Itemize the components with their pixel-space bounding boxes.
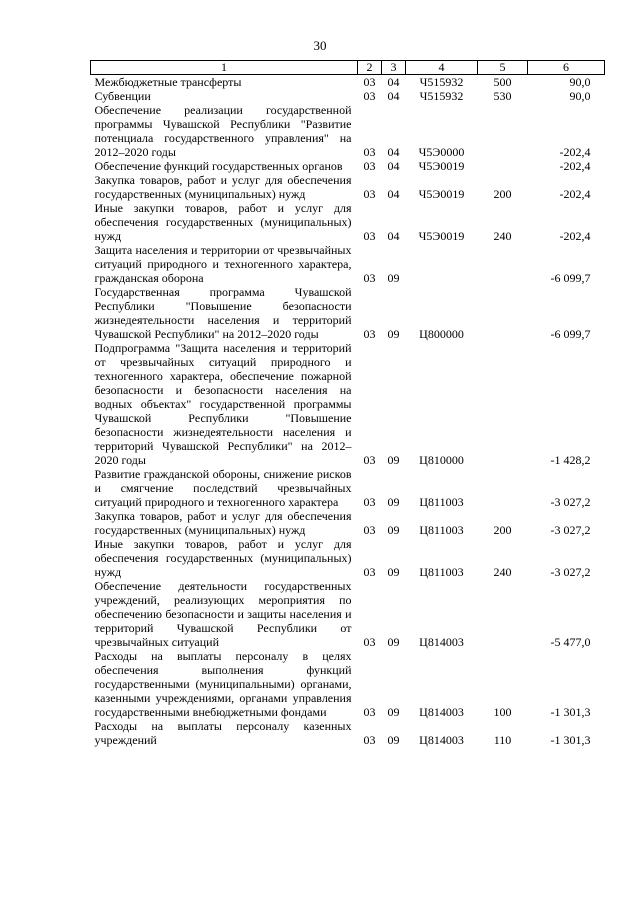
table-body bbox=[91, 75, 605, 748]
row-name-cell: Защита населения и территории от чрезвычайных ситуаций природного и техногенного характера, гражданская оборона bbox=[94, 243, 352, 285]
table-row bbox=[91, 649, 605, 719]
row-subsection-cell: 09 bbox=[387, 327, 400, 341]
row-expense-type-cell: 200 bbox=[493, 187, 512, 201]
row-name-cell: Подпрограмма "Защита населения и территорий от чрезвычайных ситуаций природного и техногенного характера, обеспечение пожарной безопасности и безопасности населения на водных объектах" государственной программы Чувашской Республики "Повышение безопасности жизнедеятельности населения и территорий Чувашской Республики" на 2012–2020 годы bbox=[94, 341, 352, 467]
row-subsection-cell: 09 bbox=[387, 565, 400, 579]
row-sum-cell: -3 027,2 bbox=[550, 495, 591, 509]
header-row bbox=[91, 61, 605, 75]
row-name-cell: Расходы на выплаты персоналу в целях обеспечения выполнения функций государственными (муниципальными) органами, казенными учреждениями, органами управления государственными внебюджетными фондами bbox=[94, 649, 352, 719]
row-name-cell: Субвенции bbox=[94, 89, 151, 103]
row-expense-type-cell bbox=[478, 285, 528, 341]
row-section-cell: 03 bbox=[363, 495, 376, 509]
row-expense-type-cell bbox=[478, 243, 528, 285]
row-target-article-cell: Ц814003 bbox=[419, 705, 464, 719]
row-subsection-cell: 04 bbox=[387, 159, 400, 173]
row-sum-cell: -3 027,2 bbox=[550, 523, 591, 537]
table-row bbox=[91, 579, 605, 649]
row-sum-cell: -6 099,7 bbox=[550, 327, 591, 341]
row-sum-cell: -1 301,3 bbox=[550, 733, 591, 747]
row-expense-type-cell: 240 bbox=[493, 229, 512, 243]
row-section-cell: 03 bbox=[363, 453, 376, 467]
table-row bbox=[91, 103, 605, 159]
row-section-cell: 03 bbox=[363, 565, 376, 579]
header-cell-target-article: 4 bbox=[406, 61, 478, 75]
row-subsection-cell: 09 bbox=[387, 495, 400, 509]
table-row bbox=[91, 719, 605, 747]
row-subsection-cell: 04 bbox=[382, 75, 406, 90]
table-row bbox=[91, 201, 605, 243]
table-row bbox=[91, 467, 605, 509]
table-row bbox=[91, 159, 605, 173]
row-expense-type-cell: 530 bbox=[493, 89, 512, 103]
row-name-cell: Обеспечение функций государственных органов bbox=[94, 159, 343, 173]
row-name-cell: Закупка товаров, работ и услуг для обеспечения государственных (муниципальных) нужд bbox=[94, 509, 352, 537]
row-expense-type-cell bbox=[478, 579, 528, 649]
table-row bbox=[91, 89, 605, 103]
row-target-article-cell: Ч5Э0000 bbox=[418, 145, 465, 159]
row-subsection-cell: 09 bbox=[387, 523, 400, 537]
row-section-cell: 03 bbox=[363, 89, 376, 103]
row-expense-type-cell: 500 bbox=[478, 75, 528, 90]
budget-table bbox=[90, 60, 605, 747]
row-section-cell: 03 bbox=[363, 733, 376, 747]
row-name-cell: Закупка товаров, работ и услуг для обеспечения государственных (муниципальных) нужд bbox=[94, 173, 352, 201]
row-target-article-cell: Ч515932 bbox=[406, 75, 478, 90]
row-expense-type-cell bbox=[478, 341, 528, 467]
row-sum-cell: -202,4 bbox=[559, 229, 591, 243]
table-header bbox=[91, 61, 605, 75]
row-section-cell: 03 bbox=[363, 705, 376, 719]
row-name-cell: Обеспечение реализации государственной программы Чувашской Республики "Развитие потенциала государственного управления" на 2012–2020 годы bbox=[94, 103, 352, 159]
header-cell-subsection: 3 bbox=[382, 61, 406, 75]
table-row bbox=[91, 75, 605, 90]
row-sum-cell: -1 428,2 bbox=[550, 453, 591, 467]
row-target-article-cell bbox=[406, 243, 478, 285]
row-subsection-cell: 04 bbox=[387, 229, 400, 243]
row-section-cell: 03 bbox=[363, 271, 376, 285]
row-sum-cell: 90,0 bbox=[569, 89, 591, 103]
row-target-article-cell: Ч5Э0019 bbox=[418, 229, 465, 243]
row-name-cell: Государственная программа Чувашской Республики "Повышение безопасности жизнедеятельности населения и территорий Чувашской Республики" на 2012–2020 годы bbox=[94, 285, 352, 341]
row-subsection-cell: 09 bbox=[387, 733, 400, 747]
row-subsection-cell: 09 bbox=[387, 705, 400, 719]
row-target-article-cell: Ц814003 bbox=[419, 635, 464, 649]
row-expense-type-cell bbox=[478, 467, 528, 509]
row-target-article-cell: Ц814003 bbox=[419, 733, 464, 747]
row-subsection-cell: 04 bbox=[387, 187, 400, 201]
row-target-article-cell: Ц811003 bbox=[419, 495, 464, 509]
row-sum-cell: -3 027,2 bbox=[550, 565, 591, 579]
table-row bbox=[91, 537, 605, 579]
row-target-article-cell: Ч5Э0019 bbox=[418, 159, 465, 173]
row-target-article-cell: Ц810000 bbox=[419, 453, 464, 467]
table-row bbox=[91, 509, 605, 537]
row-target-article-cell: Ч5Э0019 bbox=[418, 187, 465, 201]
row-section-cell: 03 bbox=[358, 75, 382, 90]
row-name-cell: Иные закупки товаров, работ и услуг для обеспечения государственных (муниципальных) нужд bbox=[94, 201, 352, 243]
row-section-cell: 03 bbox=[363, 145, 376, 159]
table-row bbox=[91, 285, 605, 341]
page-number: 30 bbox=[313, 38, 327, 53]
row-subsection-cell: 09 bbox=[387, 271, 400, 285]
row-target-article-cell: Ц811003 bbox=[419, 565, 464, 579]
row-subsection-cell: 04 bbox=[387, 89, 400, 103]
row-sum-cell: -5 477,0 bbox=[550, 635, 591, 649]
row-expense-type-cell bbox=[478, 159, 528, 173]
row-section-cell: 03 bbox=[363, 635, 376, 649]
row-section-cell: 03 bbox=[363, 327, 376, 341]
row-name-cell: Иные закупки товаров, работ и услуг для обеспечения государственных (муниципальных) нужд bbox=[94, 537, 352, 579]
row-sum-cell: -202,4 bbox=[559, 187, 591, 201]
row-target-article-cell: Ц811003 bbox=[419, 523, 464, 537]
row-name-cell: Развитие гражданской обороны, снижение рисков и смягчение последствий чрезвычайных ситуаций природного и техногенного характера bbox=[94, 467, 352, 509]
row-sum-cell: -6 099,7 bbox=[550, 271, 591, 285]
table-row bbox=[91, 173, 605, 201]
row-subsection-cell: 09 bbox=[387, 453, 400, 467]
row-section-cell: 03 bbox=[363, 229, 376, 243]
row-name-cell: Обеспечение деятельности государственных учреждений, реализующих мероприятия по обеспечению безопасности и защиты населения и территорий Чувашской Республики от чрезвычайных ситуаций bbox=[94, 579, 352, 649]
header-cell-section: 2 bbox=[358, 61, 382, 75]
row-section-cell: 03 bbox=[363, 523, 376, 537]
row-expense-type-cell: 240 bbox=[493, 565, 512, 579]
row-expense-type-cell bbox=[478, 103, 528, 159]
header-cell-expense-type: 5 bbox=[478, 61, 528, 75]
row-expense-type-cell: 100 bbox=[493, 705, 512, 719]
header-cell-name: 1 bbox=[91, 61, 358, 75]
row-target-article-cell: Ц800000 bbox=[419, 327, 464, 341]
row-subsection-cell: 04 bbox=[387, 145, 400, 159]
row-section-cell: 03 bbox=[363, 159, 376, 173]
row-sum-cell: -202,4 bbox=[559, 145, 591, 159]
row-sum-cell: -1 301,3 bbox=[550, 705, 591, 719]
row-expense-type-cell: 110 bbox=[493, 733, 512, 747]
row-expense-type-cell: 200 bbox=[493, 523, 512, 537]
row-name-cell: Межбюджетные трансферты bbox=[91, 75, 358, 90]
row-target-article-cell: Ч515932 bbox=[419, 89, 464, 103]
row-subsection-cell: 09 bbox=[387, 635, 400, 649]
row-sum-cell: -202,4 bbox=[559, 159, 591, 173]
table-row bbox=[91, 341, 605, 467]
row-sum-cell: 90,0 bbox=[528, 75, 605, 90]
row-name-cell: Расходы на выплаты персоналу казенных учреждений bbox=[94, 719, 352, 747]
table-row bbox=[91, 243, 605, 285]
header-cell-sum: 6 bbox=[528, 61, 605, 75]
row-section-cell: 03 bbox=[363, 187, 376, 201]
